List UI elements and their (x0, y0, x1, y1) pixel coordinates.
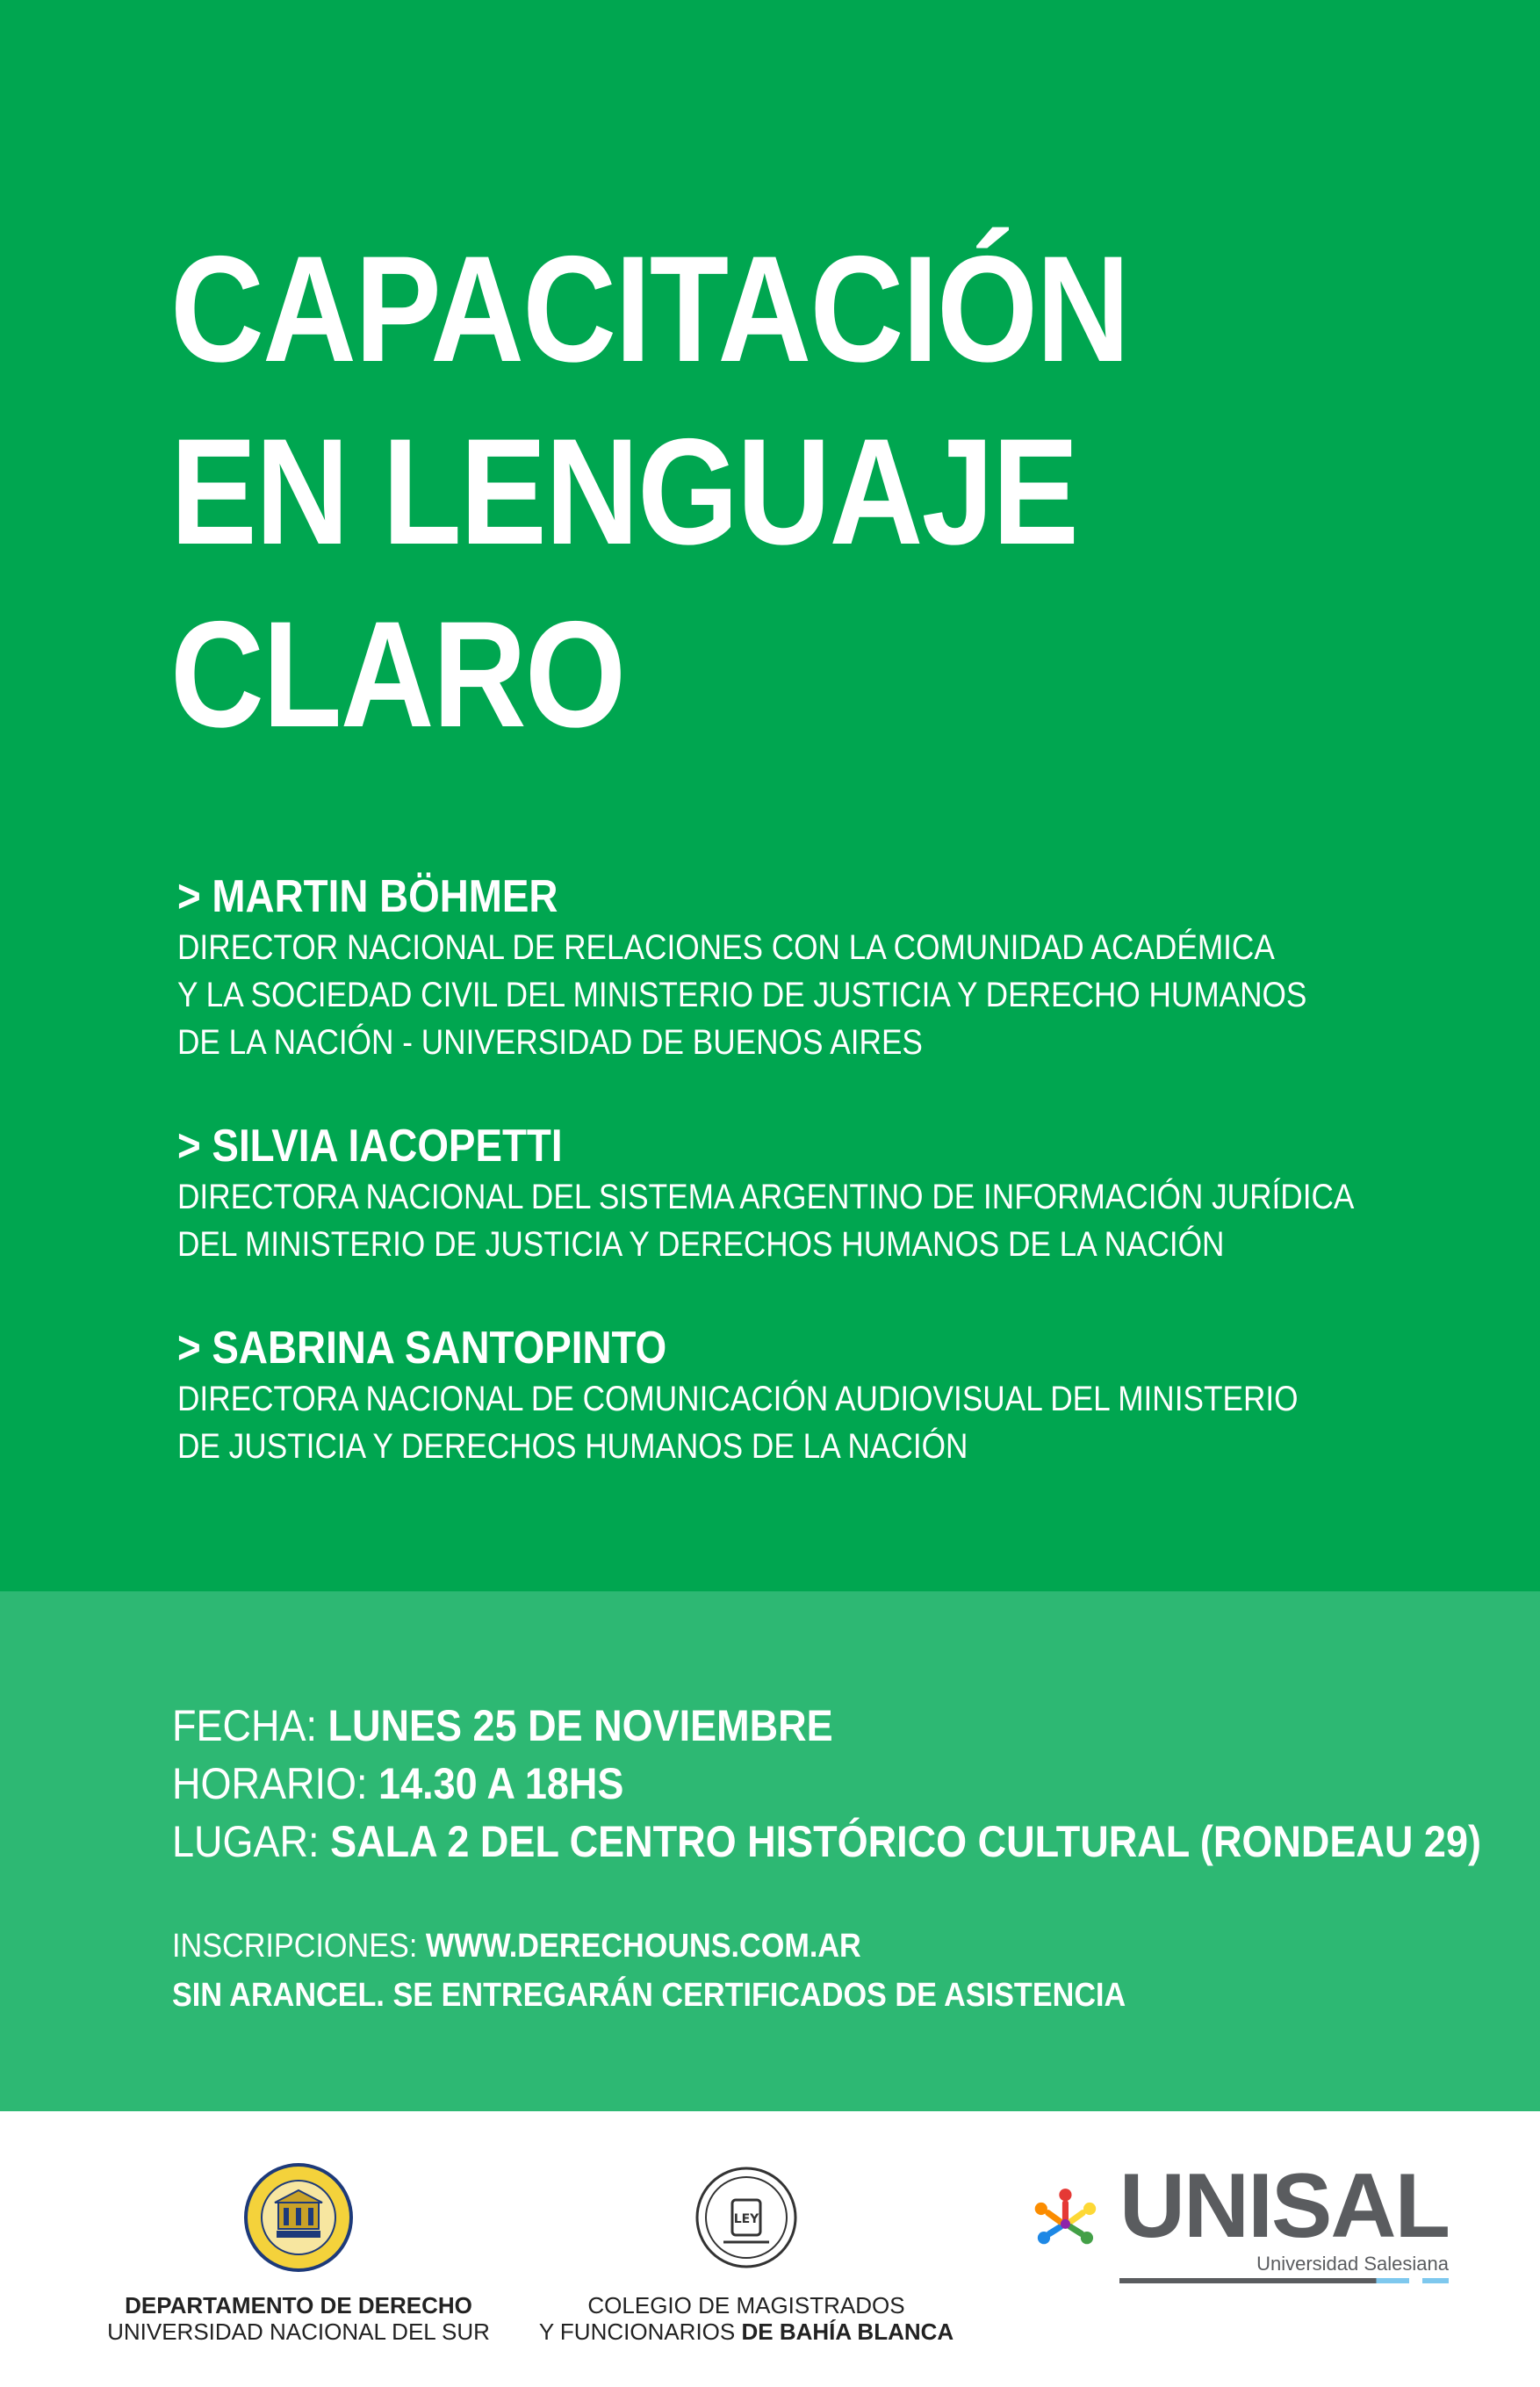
colegio-logo-block (509, 2160, 983, 2345)
unisal-people-icon (1027, 2174, 1104, 2270)
speaker-description-line: DIRECTORA NACIONAL DE COMUNICACIÓN AUDIOVISUAL DEL MINISTERIO (177, 1380, 1299, 1418)
uns-university: UNIVERSIDAD NACIONAL DEL SUR (107, 2318, 490, 2345)
uns-logo-block (53, 2160, 544, 2345)
registration-url[interactable]: WWW.DERECHOUNS.COM.AR (425, 1928, 861, 1965)
uns-seal-icon (53, 2160, 544, 2275)
lugar-value: SALA 2 DEL CENTRO HISTÓRICO CULTURAL (RONDEAU 29) (330, 1817, 1481, 1866)
colegio-logo-text (509, 2292, 983, 2345)
registration-info (172, 1922, 1524, 2020)
speaker-name: > MARTIN BÖHMER (177, 871, 558, 922)
speaker-description-line: DIRECTORA NACIONAL DEL SISTEMA ARGENTINO DE INFORMACIÓN JURÍDICA (177, 1178, 1355, 1216)
page-title (170, 218, 1400, 766)
event-details (172, 1697, 1524, 1871)
speaker-description-line: DIRECTOR NACIONAL DE RELACIONES CON LA COMUNIDAD ACADÉMICA (177, 928, 1275, 967)
speakers-list (177, 869, 1494, 1523)
fecha-value: LUNES 25 DE NOVIEMBRE (327, 1701, 833, 1750)
colegio-seal-icon (509, 2160, 983, 2275)
colegio-line-1: COLEGIO DE MAGISTRADOS (587, 2292, 905, 2318)
colegio-line-2a: Y FUNCIONARIOS (538, 2318, 736, 2345)
registration-label: INSCRIPCIONES: (172, 1928, 418, 1965)
horario-label: HORARIO: (172, 1759, 368, 1808)
colegio-line-2 (509, 2318, 983, 2345)
unisal-wordmark (1119, 2155, 1449, 2283)
lugar-row (172, 1813, 1481, 1871)
colegio-line-2b: DE BAHÍA BLANCA (741, 2318, 954, 2345)
unisal-logo (1027, 2134, 1449, 2310)
speaker-name: > SILVIA IACOPETTI (177, 1121, 563, 1172)
speaker-description (177, 924, 1494, 1066)
lugar-label: LUGAR: (172, 1817, 320, 1866)
speaker-description (177, 1375, 1494, 1470)
speaker-description-line: Y LA SOCIEDAD CIVIL DEL MINISTERIO DE JUSTICIA Y DERECHO HUMANOS (177, 976, 1307, 1014)
speaker-item (177, 1119, 1494, 1268)
fecha-row (172, 1697, 1389, 1755)
svg-text:LEY: LEY (733, 2212, 759, 2226)
unisal-subtitle: Universidad Salesiana (1256, 2253, 1449, 2275)
horario-row (172, 1755, 1389, 1813)
unisal-name: UNISAL (1119, 2155, 1449, 2257)
speaker-item (177, 1321, 1494, 1470)
registration-note: SIN ARANCEL. SE ENTREGARÁN CERTIFICADOS DE ASISTENCIA (172, 1977, 1126, 2014)
speaker-description-line: DE LA NACIÓN - UNIVERSIDAD DE BUENOS AIRES (177, 1023, 923, 1062)
speaker-description (177, 1173, 1494, 1268)
registration-row (172, 1922, 1389, 1971)
unisal-logo-block (1027, 2155, 1449, 2310)
title-line-2: EN LENGUAJE (170, 407, 1078, 576)
uns-logo-text (53, 2292, 544, 2345)
speaker-description-line: DEL MINISTERIO DE JUSTICIA Y DERECHOS HUMANOS DE LA NACIÓN (177, 1225, 1225, 1264)
uns-department: DEPARTAMENTO DE DERECHO (125, 2292, 472, 2318)
horario-value: 14.30 A 18HS (378, 1759, 624, 1808)
speaker-item (177, 869, 1494, 1066)
title-line-3: CLARO (170, 590, 625, 759)
speaker-name: > SABRINA SANTOPINTO (177, 1323, 667, 1374)
fecha-label: FECHA: (172, 1701, 318, 1750)
unisal-underline (1119, 2278, 1449, 2283)
speaker-description-line: DE JUSTICIA Y DERECHOS HUMANOS DE LA NACIÓN (177, 1427, 968, 1466)
title-line-1: CAPACITACIÓN (170, 225, 1129, 393)
